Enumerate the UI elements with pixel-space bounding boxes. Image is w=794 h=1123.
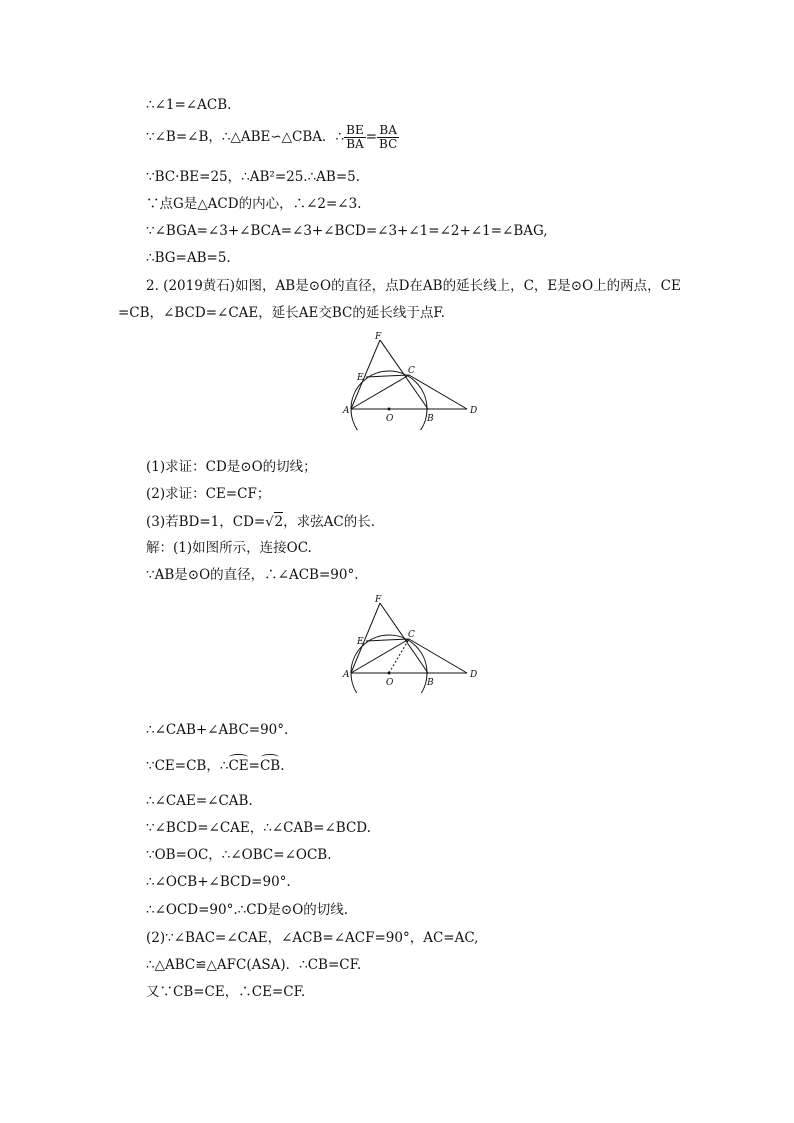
text-segment: (3)若BD=1，CD= [146,514,266,530]
text-line: ∵∠BCD=∠CAE，∴∠CAB=∠BCD. [146,820,371,836]
text-line: (2)∵∠BAC=∠CAE，∠ACB=∠ACF=90°，AC=AC, [146,930,479,946]
equals: = [365,129,378,145]
equals: = [248,758,260,774]
numerator: BE [346,123,364,137]
text-segment: . [280,758,285,774]
text-segment: ，求弦AC的长． [283,514,385,530]
text-line-fraction [146,124,399,151]
text-line: ∴∠OCB+∠BCD=90°. [146,874,291,890]
sqrt-radicand: 2 [274,514,284,530]
label-E: E [357,373,364,383]
text-line: ∴∠1=∠ACB. [146,97,232,113]
label-D: D [470,670,478,680]
label-C: C [408,366,415,376]
problem-statement-cont: =CB，∠BCD=∠CAE，延长AE交BC的延长线于点F. [118,305,445,321]
label-B: B [427,678,434,688]
question-2: (2)求证：CE=CF； [146,486,271,502]
label-A: A [343,406,350,416]
geometry-figure-1 [330,330,490,430]
text-line: ∵∠BGA=∠3+∠BCA=∠3+∠BCD=∠3+∠1=∠2+∠1=∠BAG, [146,223,548,239]
text-line: ∵AB是⊙O的直径，∴∠ACB=90°. [146,567,359,583]
label-F: F [375,332,382,342]
arc-symbol: CE [228,758,249,774]
text-line: ∴BG=AB=5. [146,250,231,266]
geometry-figure-2 [330,593,490,693]
text-line: ∵BC·BE=25，∴AB²=25.∴AB=5. [146,169,361,185]
denominator: BC [379,137,398,151]
text-line-arc [146,757,284,775]
text-segment: ∵CE=CB，∴ [146,758,229,774]
label-C: C [408,630,415,640]
denominator: BA [346,137,364,151]
label-O: O [386,414,394,424]
question-3 [146,512,384,532]
text-line: ∴∠CAE=∠CAB. [146,793,253,809]
sqrt-icon: √ [265,515,274,530]
fraction [377,124,399,151]
text-line: 又∵CB=CE，∴CE=CF. [146,984,306,1000]
label-D: D [470,406,478,416]
text-line: ∴∠OCD=90°.∴CD是⊙O的切线. [146,902,349,918]
label-O: O [386,678,394,688]
label-F: F [375,595,382,605]
question-1: (1)求证：CD是⊙O的切线； [146,459,317,475]
text-segment: ∵∠B=∠B，∴△ABE∽△CBA．∴ [146,129,345,145]
text-line: ∴△ABC≌△AFC(ASA)．∴CB=CF. [146,957,362,973]
label-A: A [343,670,350,680]
numerator: BA [377,124,399,138]
solution-start: 解：(1)如图所示，连接OC. [146,540,312,556]
text-line: ∵OB=OC，∴∠OBC=∠OCB. [146,847,332,863]
label-B: B [427,414,434,424]
problem-statement: 2. (2019黄石)如图，AB是⊙O的直径，点D在AB的延长线上，C，E是⊙O上的两点，CE [146,278,681,294]
arc-symbol: CB [259,758,281,774]
text-line: ∵点G是△ACD的内心，∴∠2=∠3. [146,196,362,212]
label-E: E [357,637,364,647]
fraction [344,124,366,151]
text-line: ∴∠CAB+∠ABC=90°. [146,722,289,738]
